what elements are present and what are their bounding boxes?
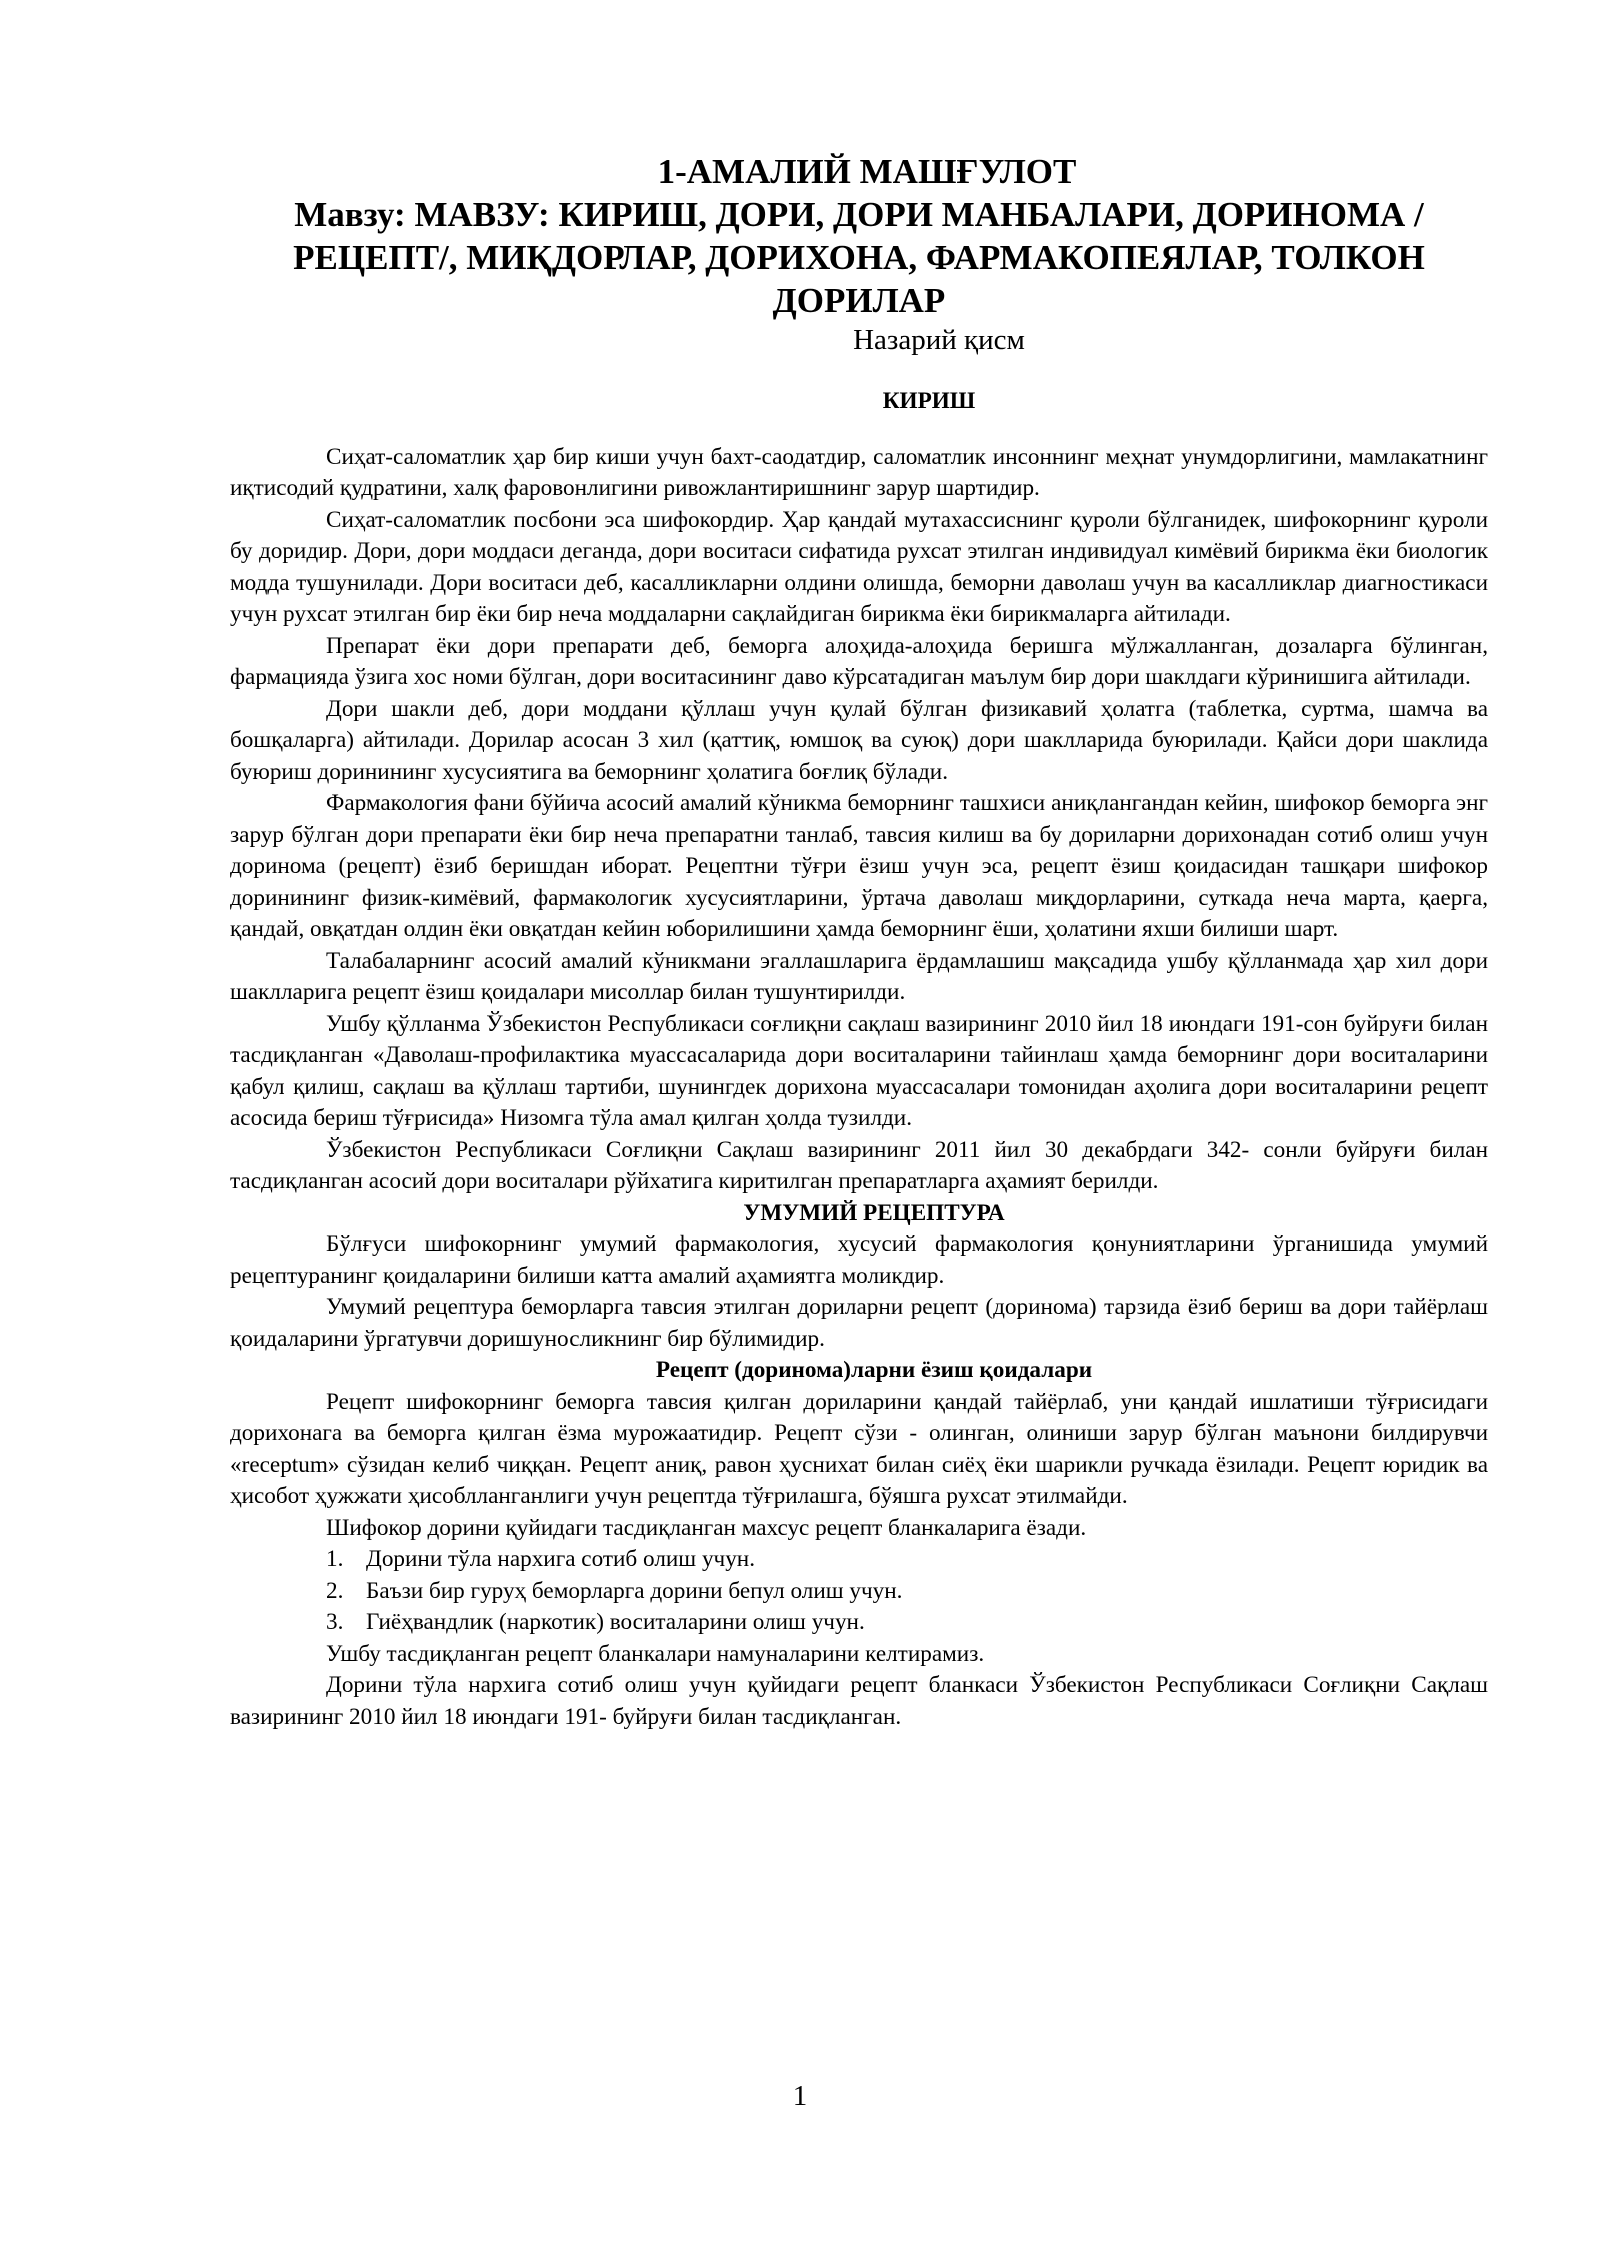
section-heading-intro: КИРИШ [882, 388, 976, 414]
page-content [230, 150, 1488, 1733]
list-text: Гиёҳвандлик (наркотик) воситаларини олиш учун. [366, 1609, 865, 1635]
subtitle: Назарий қисм [853, 324, 1025, 356]
lesson-title: 1-АМАЛИЙ МАШҒУЛОТ [657, 152, 1077, 191]
paragraph: Ушбу қўлланма Ўзбекистон Республикаси соғлиқни сақлаш вазирининг 2010 йил 18 июндаги 191-сон буйруғи билан тасдиқланган «Даволаш-профилактика муассасаларида дори воситаларини тайинлаш ҳамда беморнинг дори воситаларини қабул қилиш, сақлаш ва қўллаш тартиби, шунингдек дорихона муассасалари томонидан аҳолига дори воситаларини рецепт асосида бериш тўғрисида» Низомга тўла амал қилган ҳолда тузилди. [230, 1010, 1488, 1131]
paragraph: Дорини тўла нархига сотиб олиш учун қуйидаги рецепт бланкаси Ўзбекистон Республикаси Соғлиқни Сақлаш вазирининг 2010 йил 18 июндаги 191- буйруғи билан тасдиқланган. [230, 1672, 1488, 1730]
paragraph: Препарат ёки дори препарати деб, беморга алоҳида-алоҳида беришга мўлжалланган, дозаларга бўлинган, фармацияда ўзига хос номи бўлган, дори воситасининг даво кўрсатадиган маълум бир дори шаклдаги кўринишига айтилади. [230, 632, 1488, 690]
page-number: 1 [792, 2080, 808, 2112]
list-item [230, 1576, 1488, 1608]
paragraph: Сиҳат-саломатлик ҳар бир киши учун бахт-саодатдир, саломатлик инсоннинг меҳнат унумдорлигини, мамлакатнинг иқтисодий қудратини, халқ фаровонлигини ривожлантиришнинг зарур шартидир. [230, 443, 1488, 501]
title-block [230, 150, 1488, 322]
paragraph: Бўлғуси шифокорнинг умумий фармакология, хусусий фармакология қонуниятларини ўрганишида умумий рецептуранинг қоидаларини билиши катта амалий аҳамиятга моликдир. [230, 1231, 1488, 1289]
list-text: Баъзи бир гуруҳ беморларга дорини бепул олиш учун. [366, 1577, 903, 1604]
paragraph: Талабаларнинг асосий амалий кўникмани эгаллашларига ёрдамлашиш мақсадида ушбу қўлланмада ҳар хил дори шаклларига рецепт ёзиш қоидалари мисоллар билан тушунтирилди. [230, 947, 1488, 1005]
list-number: 1. [326, 1546, 344, 1572]
list-number: 2. [326, 1577, 344, 1604]
paragraph: Ўзбекистон Республикаси Соғлиқни Сақлаш вазирининг 2011 йил 30 декабрдаги 342- сонли буйруғи билан тасдиқланган асосий дори воситалари рўйхатига киритилган препаратларга аҳамият берилди. [230, 1136, 1488, 1194]
list-item [230, 1607, 1488, 1639]
paragraph: Шифокор дорини қуйидаги тасдиқланган махсус рецепт бланкаларига ёзади. [326, 1514, 1087, 1541]
paragraph: Фармакология фани бўйича асосий амалий кўникма беморнинг ташхиси аниқлангандан кейин, шифокор беморга энг зарур бўлган дори препарати ёки бир неча препаратни танлаб, тавсия килиш ва бу дориларни дорихонадан сотиб олиш учун доринома (рецепт) ёзиб беришдан иборат. Рецептни тўғри ёзиш учун эса, рецепт ёзиш қоидасидан ташқари шифокор доринининг физик-кимёвий, фармакологик хусусиятларини, ўртача даволаш миқдорларини, суткада неча марта, қаерга, қандай, овқатдан олдин ёки овқатдан кейин юборилишини ҳамда беморнинг ёши, ҳолатини яхши билиши шарт. [230, 790, 1488, 942]
section-heading-general: УМУМИЙ РЕЦЕПТУРА [743, 1199, 1005, 1226]
paragraph: Сиҳат-саломатлик посбони эса шифокордир. Ҳар қандай мутахассиснинг қуроли бўлганидек, шифокорнинг қуроли бу доридир. Дори, дори моддаси деганда, дори воситаси сифатида рухсат этилган индивидуал кимёвий бирикма ёки биологик модда тушунилади. Дори воситаси деб, касалликларни олдини олишда, беморни даволаш учун ва касалликлар диагностикаси учун рухсат этилган бир ёки бир неча моддаларни сақлайдиган бирикма ёки бирикмаларга айтилади. [230, 506, 1488, 627]
lesson-topic: Мавзу: МАВЗУ: КИРИШ, ДОРИ, ДОРИ МАНБАЛАРИ, ДОРИНОМА /РЕЦЕПТ/, МИҚДОРЛАР, ДОРИХОНА, ФАРМАКОПЕЯЛАР, ТОЛКОН ДОРИЛАР [293, 195, 1425, 320]
paragraph: Рецепт шифокорнинг беморга тавсия қилган дориларини қандай тайёрлаб, уни қандай ишлатиши тўғрисидаги дорихонага ва беморга қилган ёзма мурожаатидир. Рецепт сўзи - олинган, олиниши зарур бўлган маънони билдирувчи «receptum» сўзидан келиб чиққан. Рецепт аниқ, равон ҳуснихат билан сиёҳ ёки шарикли ручкада ёзилади. Рецепт юридик ва ҳисобот ҳужжати ҳисоблланганлиги учун рецептда тўғрилашга, бўяшга рухсат этилмайди. [230, 1388, 1488, 1509]
section-heading-rules: Рецепт (доринома)ларни ёзиш қоидалари [655, 1357, 1093, 1383]
paragraph: Ушбу тасдиқланган рецепт бланкалари намуналарини келтирамиз. [326, 1640, 985, 1667]
paragraph: Дори шакли деб, дори моддани қўллаш учун қулай бўлган физикавий ҳолатга (таблетка, суртма, шамча ва бошқаларга) айтилади. Дорилар асосан 3 хил (қаттиқ, юмшоқ ва суюқ) дори шаклларида буюрилади. Қайси дори шаклида буюриш доринининг хусусиятига ва беморнинг ҳолатига боғлиқ бўлади. [230, 695, 1488, 785]
list-number: 3. [326, 1609, 344, 1635]
list-text: Дорини тўла нархига сотиб олиш учун. [366, 1546, 756, 1572]
list-item [230, 1544, 1488, 1576]
paragraph: Умумий рецептура беморларга тавсия этилган дориларни рецепт (доринома) тарзида ёзиб бериш ва дори тайёрлаш қоидаларини ўргатувчи доришуносликнинг бир бўлимидир. [230, 1294, 1488, 1352]
